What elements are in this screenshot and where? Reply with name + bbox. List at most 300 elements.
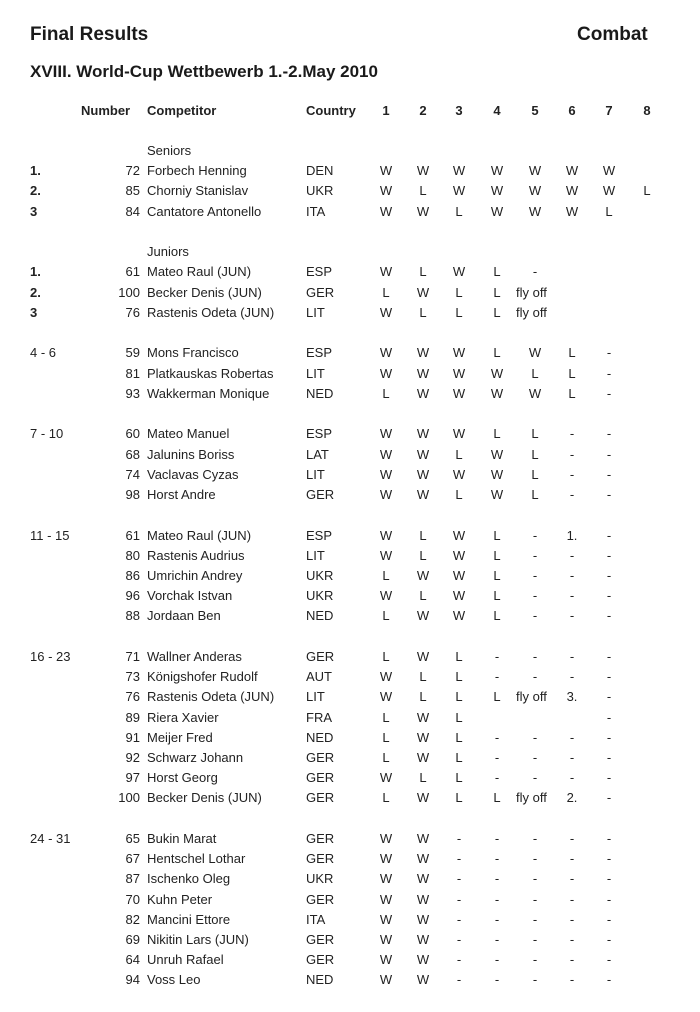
rank-range-label: 24 - 31 [30, 831, 71, 846]
round-result: W [528, 183, 542, 199]
rank-range-label: 7 - 10 [30, 426, 64, 442]
round-result: - [456, 831, 462, 846]
round-result: - [532, 972, 538, 988]
round-result: W [379, 487, 393, 502]
round-result: L [419, 689, 427, 705]
round-result: 2. [566, 790, 578, 806]
round-result: - [494, 851, 500, 867]
rank-range-label: 4 - 6 [30, 345, 57, 361]
country-code: LIT [306, 304, 325, 320]
round-result: W [379, 446, 393, 462]
round-result: L [455, 669, 463, 685]
round-result: W [379, 972, 393, 988]
round-result: W [379, 831, 393, 846]
round-result: W [379, 891, 393, 907]
round-result: L [455, 284, 463, 300]
round-result: - [606, 345, 612, 361]
round-result: W [490, 163, 504, 179]
competitor-number: 94 [125, 972, 140, 988]
competitor-number: 88 [125, 608, 140, 624]
round-result: W [416, 871, 430, 887]
section-label: Juniors [147, 244, 189, 260]
country-code: GER [306, 891, 335, 907]
round-result: - [569, 932, 575, 947]
competitor-number: 92 [125, 750, 140, 765]
round-result: L [493, 426, 501, 442]
round-result: W [416, 487, 430, 502]
round-result: - [532, 911, 538, 927]
round-result: W [379, 203, 393, 219]
round-result: - [532, 891, 538, 907]
competitor-number: 87 [125, 871, 140, 887]
round-result: - [532, 547, 538, 563]
competitor-name: Riera Xavier [147, 709, 219, 725]
competitor-name: Wallner Anderas [147, 649, 242, 664]
round-result: L [455, 304, 463, 320]
round-result: - [569, 466, 575, 482]
round-result: W [452, 345, 466, 361]
competitor-number: 96 [125, 588, 140, 604]
round-result: L [419, 183, 427, 199]
round-result: L [493, 608, 501, 624]
competitor-name: Rastenis Odeta (JUN) [147, 689, 275, 705]
competitor-name: Rastenis Audrius [147, 547, 245, 563]
round-result: W [416, 790, 430, 806]
round-result: - [532, 770, 538, 786]
competitor-name: Ischenko Oleg [147, 871, 231, 887]
competitor-name: Horst Georg [147, 770, 218, 786]
country-code: LIT [306, 466, 325, 482]
round-result: W [452, 466, 466, 482]
country-code: GER [306, 750, 335, 765]
round-result: - [532, 649, 538, 664]
round-result: W [528, 163, 542, 179]
round-result: fly off [516, 284, 547, 300]
round-result: W [416, 932, 430, 947]
round-result: W [379, 365, 393, 381]
round-result: W [452, 588, 466, 604]
column-header-round: 4 [493, 103, 501, 118]
column-header-round: 3 [455, 103, 463, 118]
competitor-number: 70 [125, 891, 140, 907]
competitor-number: 76 [125, 304, 140, 320]
round-result: W [602, 163, 616, 179]
competitor-name: Voss Leo [147, 972, 201, 988]
competitor-number: 100 [118, 284, 140, 300]
competitor-number: 67 [125, 851, 140, 867]
round-result: W [379, 304, 393, 320]
round-result: - [532, 932, 538, 947]
round-result: - [569, 649, 575, 664]
round-result: L [455, 203, 463, 219]
round-result: - [569, 426, 575, 442]
round-result: - [532, 588, 538, 604]
country-code: UKR [306, 588, 334, 604]
competitor-number: 81 [125, 365, 140, 381]
competitor-name: Umrichin Andrey [147, 568, 243, 583]
country-code: ESP [306, 426, 333, 442]
round-result: - [606, 466, 612, 482]
country-code: NED [306, 729, 334, 745]
competitor-number: 100 [118, 790, 140, 806]
round-result: - [606, 911, 612, 927]
round-result: - [606, 932, 612, 947]
round-result: L [419, 770, 427, 786]
round-result: L [382, 649, 390, 664]
rank: 2. [30, 183, 41, 199]
page-title: Final Results [30, 24, 149, 45]
round-result: - [532, 831, 538, 846]
event-category: Combat [577, 24, 648, 45]
column-header-round: 2 [419, 103, 427, 118]
competitor-name: Jordaan Ben [147, 608, 221, 624]
round-result: - [532, 264, 538, 280]
round-result: W [379, 669, 393, 685]
round-result: W [416, 851, 430, 867]
round-result: - [606, 851, 612, 867]
round-result: L [455, 709, 463, 725]
country-code: UKR [306, 183, 334, 199]
country-code: GER [306, 487, 335, 502]
round-result: W [490, 183, 504, 199]
column-header-round: 8 [643, 103, 651, 118]
competitor-name: Chorniy Stanislav [147, 183, 249, 199]
round-result: W [379, 932, 393, 947]
competitor-name: Horst Andre [147, 487, 216, 502]
round-result: L [382, 385, 390, 401]
round-result: W [452, 365, 466, 381]
country-code: DEN [306, 163, 334, 179]
round-result: W [379, 345, 393, 361]
rank: 3 [30, 304, 38, 320]
round-result: W [379, 871, 393, 887]
round-result: - [606, 426, 612, 442]
round-result: W [452, 264, 466, 280]
round-result: - [494, 669, 500, 685]
competitor-number: 65 [125, 831, 140, 846]
round-result: - [494, 750, 500, 765]
round-result: L [531, 446, 539, 462]
country-code: ESP [306, 264, 333, 280]
round-result: - [532, 952, 538, 968]
competitor-number: 72 [125, 163, 140, 179]
round-result: L [493, 588, 501, 604]
round-result: - [606, 588, 612, 604]
round-result: - [569, 891, 575, 907]
round-result: - [569, 911, 575, 927]
round-result: L [531, 426, 539, 442]
competitor-name: Jalunins Boriss [147, 446, 235, 462]
round-result: - [494, 649, 500, 664]
competitor-name: Königshofer Rudolf [147, 669, 258, 685]
competition-subtitle: XVIII. World-Cup Wettbewerb 1.-2.May 2010 [30, 62, 378, 81]
column-header-country: Country [306, 103, 356, 118]
competitor-number: 98 [125, 487, 140, 502]
round-result: W [416, 203, 430, 219]
competitor-number: 74 [125, 466, 140, 482]
round-result: W [379, 547, 393, 563]
country-code: GER [306, 770, 335, 786]
round-result: - [606, 568, 612, 583]
round-result: W [602, 183, 616, 199]
round-result: - [606, 385, 612, 401]
round-result: 3. [566, 689, 578, 705]
round-result: L [419, 588, 427, 604]
round-result: W [379, 183, 393, 199]
round-result: W [416, 729, 430, 745]
country-code: ESP [306, 527, 333, 543]
country-code: ITA [306, 911, 326, 927]
competitor-number: 80 [125, 547, 140, 563]
round-result: W [379, 527, 393, 543]
round-result: W [416, 608, 430, 624]
round-result: L [455, 770, 463, 786]
round-result: fly off [516, 304, 547, 320]
round-result: - [606, 770, 612, 786]
round-result: - [606, 891, 612, 907]
round-result: W [416, 972, 430, 988]
round-result: W [452, 163, 466, 179]
round-result: - [494, 891, 500, 907]
column-header-round: 6 [568, 103, 576, 118]
competitor-name: Cantatore Antonello [147, 203, 262, 219]
round-result: - [606, 669, 612, 685]
round-result: - [569, 588, 575, 604]
round-result: W [379, 851, 393, 867]
round-result: L [382, 790, 390, 806]
round-result: - [532, 851, 538, 867]
round-result: L [493, 547, 501, 563]
round-result: W [490, 385, 504, 401]
round-result: L [419, 264, 427, 280]
country-code: GER [306, 952, 335, 968]
round-result: - [606, 871, 612, 887]
round-result: - [606, 831, 612, 846]
column-header-competitor: Competitor [147, 103, 217, 118]
competitor-name: Nikitin Lars (JUN) [147, 932, 249, 947]
country-code: GER [306, 649, 335, 664]
country-code: GER [306, 284, 335, 300]
round-result: L [419, 304, 427, 320]
competitor-name: Unruh Rafael [147, 952, 224, 968]
round-result: - [494, 871, 500, 887]
round-result: W [452, 527, 466, 543]
competitor-number: 71 [125, 649, 140, 664]
round-result: W [379, 426, 393, 442]
round-result: - [532, 568, 538, 583]
round-result: W [379, 588, 393, 604]
column-header-round: 5 [531, 103, 539, 118]
rank: 3 [30, 203, 38, 219]
round-result: L [605, 203, 613, 219]
country-code: LIT [306, 547, 325, 563]
round-result: W [379, 264, 393, 280]
round-result: L [382, 729, 390, 745]
competitor-number: 91 [125, 729, 140, 745]
country-code: LIT [306, 365, 325, 381]
competitor-name: Wakkerman Monique [147, 385, 270, 401]
round-result: - [606, 608, 612, 624]
round-result: L [568, 365, 576, 381]
round-result: W [416, 568, 430, 583]
competitor-number: 93 [125, 385, 140, 401]
round-result: - [569, 871, 575, 887]
round-result: L [493, 304, 501, 320]
round-result: W [379, 952, 393, 968]
round-result: W [490, 446, 504, 462]
round-result: - [532, 669, 538, 685]
round-result: - [606, 972, 612, 988]
round-result: - [569, 831, 575, 846]
competitor-name: Mateo Raul (JUN) [147, 527, 252, 543]
round-result: W [416, 911, 430, 927]
round-result: L [455, 689, 463, 705]
country-code: ITA [306, 203, 326, 219]
round-result: W [416, 831, 430, 846]
round-result: W [490, 487, 504, 502]
competitor-number: 84 [125, 203, 140, 219]
round-result: W [416, 385, 430, 401]
competitor-name: Rastenis Odeta (JUN) [147, 304, 275, 320]
round-result: W [416, 891, 430, 907]
round-result: L [419, 547, 427, 563]
competitor-number: 61 [125, 264, 140, 280]
round-result: W [416, 163, 430, 179]
round-result: - [569, 972, 575, 988]
round-result: W [490, 365, 504, 381]
round-result: L [493, 527, 501, 543]
round-result: - [569, 669, 575, 685]
competitor-number: 59 [125, 345, 140, 361]
competitor-number: 61 [125, 527, 140, 543]
round-result: - [606, 649, 612, 664]
round-result: L [455, 750, 463, 765]
round-result: W [528, 345, 542, 361]
round-result: W [416, 952, 430, 968]
competitor-name: Mateo Raul (JUN) [147, 264, 252, 280]
competitor-name: Mateo Manuel [147, 426, 230, 442]
round-result: L [419, 527, 427, 543]
country-code: LIT [306, 689, 325, 705]
round-result: - [606, 446, 612, 462]
round-result: W [565, 163, 579, 179]
round-result: - [606, 729, 612, 745]
competitor-number: 68 [125, 446, 140, 462]
round-result: - [494, 952, 500, 968]
column-header-number: Number [81, 103, 131, 118]
round-result: - [494, 972, 500, 988]
round-result: L [531, 365, 539, 381]
round-result: W [379, 770, 393, 786]
round-result: L [531, 487, 539, 502]
column-header-round: 7 [605, 103, 613, 118]
round-result: - [569, 487, 575, 502]
competitor-name: Mancini Ettore [147, 911, 231, 927]
round-result: - [569, 729, 575, 745]
country-code: AUT [306, 669, 332, 685]
round-result: - [569, 770, 575, 786]
round-result: L [568, 385, 576, 401]
round-result: W [416, 284, 430, 300]
competitor-name: Becker Denis (JUN) [147, 790, 262, 806]
round-result: L [493, 345, 501, 361]
country-code: ESP [306, 345, 333, 361]
round-result: W [379, 689, 393, 705]
round-result: W [452, 385, 466, 401]
country-code: LAT [306, 446, 329, 462]
country-code: UKR [306, 871, 334, 887]
competitor-name: Bukin Marat [147, 831, 217, 846]
competitor-number: 85 [125, 183, 140, 199]
competitor-number: 76 [125, 689, 140, 705]
round-result: - [606, 952, 612, 968]
round-result: W [416, 466, 430, 482]
round-result: - [569, 547, 575, 563]
round-result: W [416, 365, 430, 381]
round-result: fly off [516, 689, 547, 705]
country-code: GER [306, 790, 335, 806]
competitor-name: Becker Denis (JUN) [147, 284, 262, 300]
round-result: L [568, 345, 576, 361]
round-result: W [416, 750, 430, 765]
round-result: - [494, 831, 500, 846]
round-result: W [490, 466, 504, 482]
column-header-round: 1 [382, 103, 390, 118]
competitor-name: Mons Francisco [147, 345, 239, 361]
round-result: W [416, 649, 430, 664]
round-result: - [532, 750, 538, 765]
competitor-number: 60 [125, 426, 140, 442]
round-result: L [493, 689, 501, 705]
round-result: - [569, 851, 575, 867]
round-result: 1. [566, 527, 578, 543]
round-result: L [643, 183, 651, 199]
round-result: - [532, 729, 538, 745]
country-code: GER [306, 851, 335, 867]
round-result: - [569, 568, 575, 583]
competitor-name: Forbech Henning [147, 163, 247, 179]
round-result: W [565, 203, 579, 219]
competitor-name: Kuhn Peter [147, 891, 213, 907]
round-result: W [452, 426, 466, 442]
competitor-name: Hentschel Lothar [147, 851, 246, 867]
round-result: - [532, 608, 538, 624]
round-result: - [456, 891, 462, 907]
country-code: FRA [306, 709, 332, 725]
round-result: W [490, 203, 504, 219]
round-result: L [382, 568, 390, 583]
round-result: - [456, 851, 462, 867]
round-result: - [456, 972, 462, 988]
round-result: W [452, 568, 466, 583]
round-result: W [416, 345, 430, 361]
round-result: W [379, 163, 393, 179]
round-result: L [493, 790, 501, 806]
rank-range-label: 11 - 15 [30, 527, 70, 543]
round-result: - [569, 750, 575, 765]
round-result: - [532, 871, 538, 887]
competitor-number: 73 [125, 669, 140, 685]
round-result: - [456, 911, 462, 927]
country-code: UKR [306, 568, 334, 583]
round-result: L [382, 284, 390, 300]
round-result: W [528, 203, 542, 219]
rank: 2. [30, 284, 41, 300]
round-result: W [379, 911, 393, 927]
round-result: - [606, 790, 612, 806]
country-code: NED [306, 385, 334, 401]
round-result: W [416, 709, 430, 725]
